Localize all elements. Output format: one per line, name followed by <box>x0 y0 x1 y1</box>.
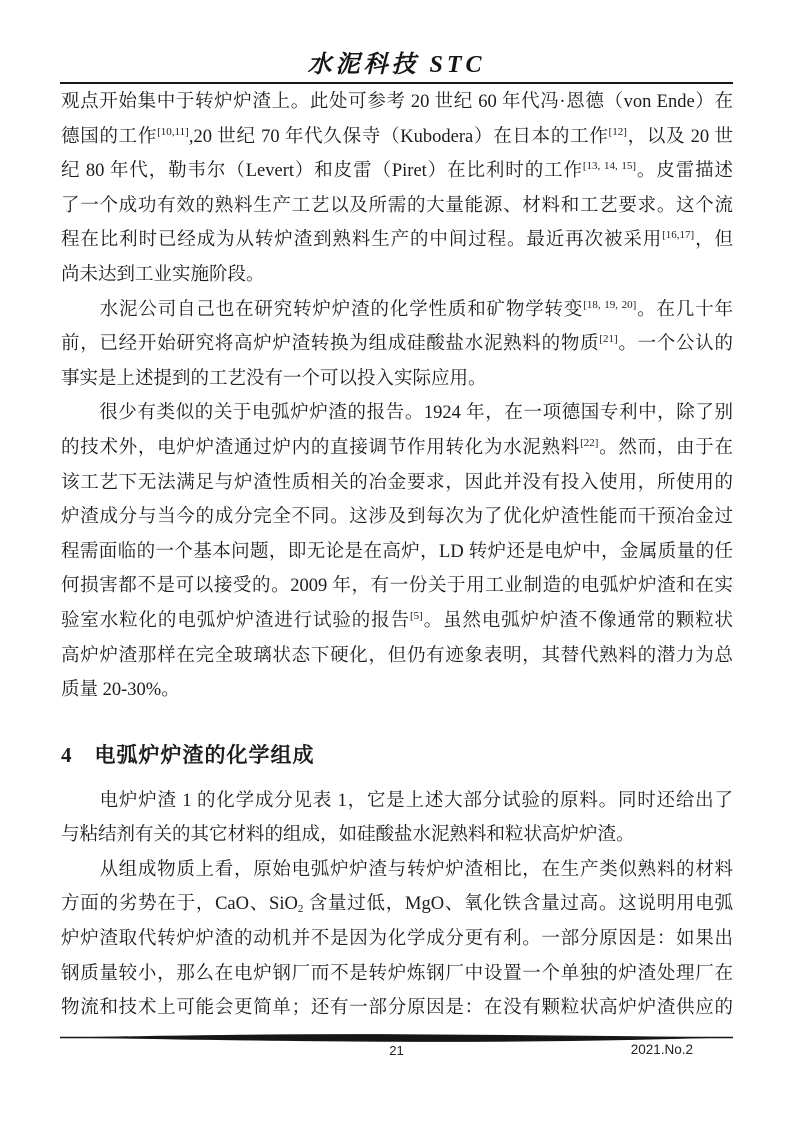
body-line: 观点开始集中于转炉炉渣上。此处可参考 20 世纪 60 年代冯·恩德（von Ende）在 <box>61 92 733 112</box>
body-line: 事实是上述提到的工艺没有一个可以投入实际应用。 <box>61 368 487 389</box>
body-line: 水泥公司自己也在研究转炉炉渣的化学性质和矿物学转变[18, 19, 20]。在几十年 <box>61 298 733 320</box>
chemical-subscript: 2 <box>297 903 304 916</box>
citation-superscript: [22] <box>580 436 599 449</box>
paragraph <box>61 396 733 707</box>
body-line: 德国的工作[10,11],20 世纪 70 年代久保寺（Kubodera）在日本的工作[12]，以及 20 世 <box>61 125 733 147</box>
paragraph <box>61 85 733 293</box>
section-heading: 4 电弧炉炉渣的化学组成 <box>61 742 315 767</box>
document-body <box>61 85 733 1026</box>
body-line: 炉炉渣取代转炉炉渣的动机并不是因为化学成分更有利。一部分原因是：如果出 <box>61 929 733 950</box>
body-line: 方面的劣势在于，CaO、SiO$_2$ 含量过低，MgO、氧化铁含量过高。这说明用电弧 <box>61 894 733 916</box>
header-rule <box>60 82 733 84</box>
citation-superscript: [16,17] <box>662 229 695 242</box>
body-line: 从组成物质上看，原始电弧炉炉渣与转炉炉渣相比，在生产类似熟料的材料 <box>61 859 733 880</box>
body-line: 何损害都不是可以接受的。2009 年，有一份关于用工业制造的电弧炉炉渣和在实 <box>61 576 733 597</box>
page-header <box>0 44 793 79</box>
footer-page-number: 21 <box>389 1043 404 1058</box>
journal-title: 水泥科技 STC <box>307 52 486 78</box>
paragraph <box>61 293 733 397</box>
footer-issue: 2021.No.2 <box>630 1042 693 1057</box>
body-line: 该工艺下无法满足与炉渣性质相关的冶金要求，因此并没有投入使用，所使用的 <box>61 472 733 493</box>
body-line: 很少有类似的关于电弧炉炉渣的报告。1924 年，在一项德国专利中，除了别 <box>61 403 733 424</box>
body-line: 高炉炉渣那样在完全玻璃状态下硬化，但仍有迹象表明，其替代熟料的潜力为总 <box>61 645 733 666</box>
body-line: 验室水粒化的电弧炉炉渣进行试验的报告[5]。虽然电弧炉炉渣不像通常的颗粒状 <box>61 609 733 631</box>
citation-superscript: [13, 14, 15] <box>582 160 637 173</box>
body-line: 纪 80 年代，勒韦尔（Levert）和皮雷（Piret）在比利时的工作[13, 14, 15]。皮雷描述 <box>61 160 733 182</box>
citation-superscript: [21] <box>599 333 618 346</box>
body-line: 质量 20-30%。 <box>61 680 180 701</box>
citation-superscript: [5] <box>409 609 423 622</box>
body-line: 与粘结剂有关的其它材料的组成，如硅酸盐水泥熟料和粒状高炉炉渣。 <box>61 825 635 846</box>
body-line: 的技术外，电炉炉渣通过炉内的直接调节作用转化为水泥熟料[22]。然而，由于在 <box>61 436 733 458</box>
body-line: 炉渣成分与当今的成分完全不同。这涉及到每次为了优化炉渣性能而干预冶金过 <box>61 507 733 528</box>
citation-superscript: [18, 19, 20] <box>583 298 637 311</box>
paragraph <box>61 784 733 853</box>
citation-superscript: [12] <box>608 125 627 138</box>
body-line: 程需面临的一个基本问题，即无论是在高炉，LD 转炉还是电炉中，金属质量的任 <box>61 541 733 562</box>
citation-superscript: [10,11] <box>157 125 189 138</box>
body-line: 物流和技术上可能会更简单；还有一部分原因是：在没有颗粒状高炉炉渣供应的 <box>61 998 733 1019</box>
body-line: 电炉炉渣 1 的化学成分见表 1，它是上述大部分试验的原料。同时还给出了 <box>61 790 733 811</box>
body-line: 钢质量较小，那么在电炉钢厂而不是转炉炼钢厂中设置一个单独的炉渣处理厂在 <box>61 963 733 984</box>
body-line: 前，已经开始研究将高炉炉渣转换为组成硅酸盐水泥熟料的物质[21]。一个公认的 <box>61 333 733 355</box>
body-line: 程在比利时已经成为从转炉渣到熟料生产的中间过程。最近再次被采用[16,17]，但 <box>61 229 733 251</box>
body-line: 尚未达到工业实施阶段。 <box>61 264 265 285</box>
paragraph <box>61 853 733 1026</box>
body-line: 了一个成功有效的熟料生产工艺以及所需的大量能源、材料和工艺要求。这个流 <box>61 195 733 216</box>
